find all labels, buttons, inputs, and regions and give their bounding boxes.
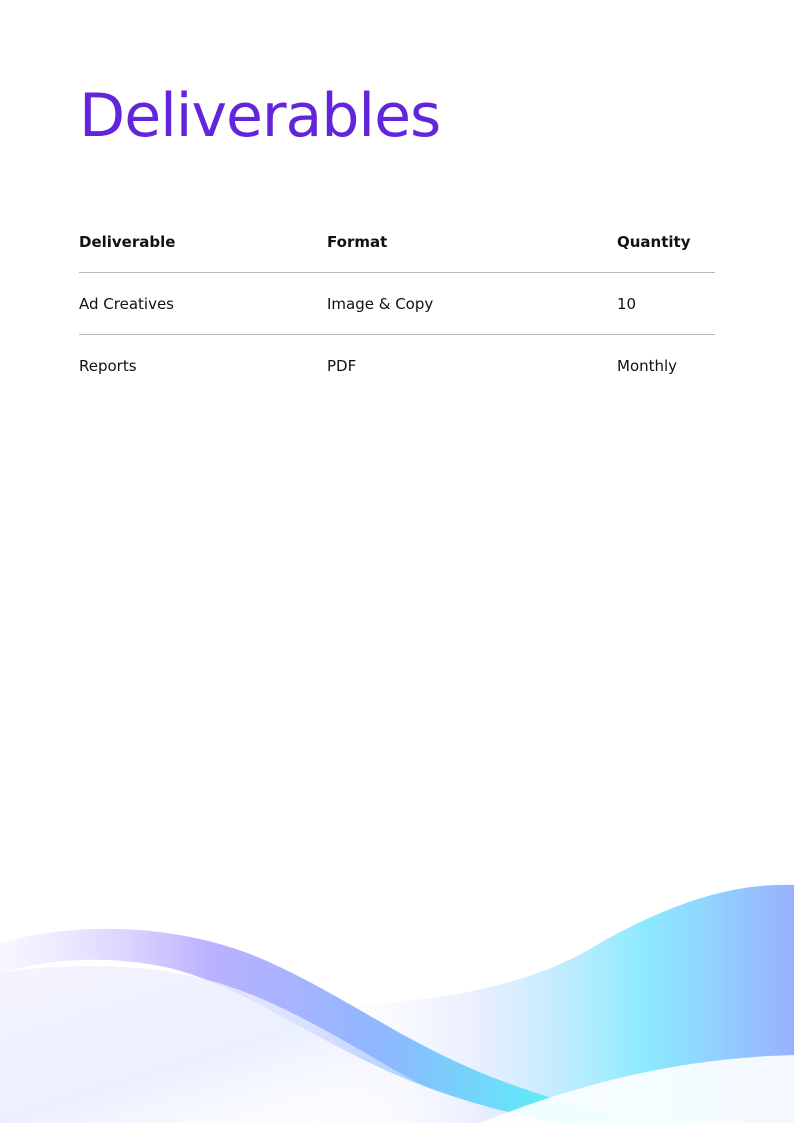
cell-format: PDF [327, 356, 357, 375]
column-header-quantity: Quantity [617, 212, 715, 273]
cell-deliverable: Ad Creatives [79, 273, 327, 335]
cell-quantity: Monthly [617, 356, 678, 375]
cell-quantity: 10 [617, 273, 715, 335]
table-row [79, 273, 715, 335]
table-row [79, 335, 715, 397]
column-header-deliverable: Deliverable [79, 212, 327, 273]
column-header-format: Format [327, 212, 617, 273]
page-title: Deliverables [79, 81, 441, 151]
deliverables-table [79, 212, 715, 396]
cell-deliverable: Reports [79, 356, 137, 375]
table-header-row [79, 212, 715, 273]
wave-decoration [0, 883, 794, 1123]
cell-format: Image & Copy [327, 273, 617, 335]
